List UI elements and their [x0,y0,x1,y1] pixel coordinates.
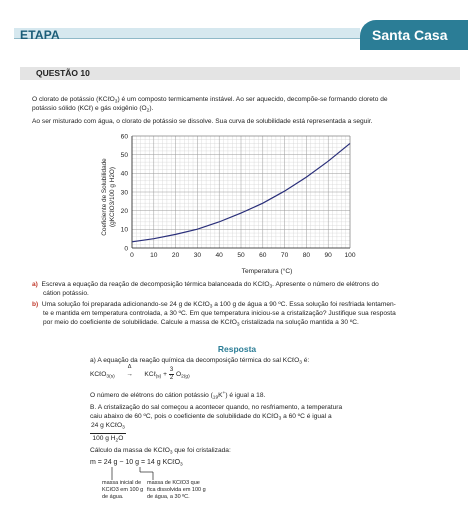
answer-b-line-1: B. A cristalização do sal começou a acontecer quando, no resfriamento, a temperatura [90,404,343,411]
answer-calc-line: Cálculo da massa de KCℓO$_3$ que foi cristalizada: [90,447,231,456]
intro-line-3: Ao ser misturado com água, o clorato de potássio se dissolve. Sua curva de solubilidade está representada a seguir. [32,118,373,125]
answer-title: Resposta [217,344,257,354]
item-a-line-2: cátion potássio. [43,290,89,297]
x-tick-label: 50 [237,252,245,259]
x-tick-label: 30 [193,252,202,259]
answer-fraction: $\frac{24 g KC\ell O_3}{100 g H_2O}$ [91,422,125,443]
y-axis-label-1: Coeficiente de Solubilidade [101,158,108,236]
chart-ticks [121,133,356,259]
y-tick-label: 0 [124,245,128,253]
item-b-line-2: te e mantida em temperatura controlada, a 30 ºC. Em que temperatura iniciou-se a cristalização? Justifique sua resposta [43,310,396,317]
intro-line-2: potássio sólido (KCℓ) e gás oxigênio $(O_2)$. [32,105,154,114]
x-tick-label: 70 [280,252,289,259]
x-tick-label: 100 [344,252,356,259]
question-title: QUESTÃO 10 [36,68,90,78]
x-tick-label: 90 [324,252,332,259]
y-tick-label: 10 [120,226,128,234]
header-santa-casa: Santa Casa [360,20,468,50]
answer-main-equation: m = 24 g − 10 g = 14 g KCℓO$_3$ [90,459,183,468]
x-axis-label: Temperatura (°C) [241,268,293,275]
y-tick-label: 60 [120,133,128,141]
answer-a-line: a) A equação da reação química da decomposição térmica do sal KCℓO$_3$ é: [90,357,310,366]
x-tick-label: 10 [150,252,158,259]
header-etapa: ETAPA [20,28,60,42]
note-initial-mass: massa inicial de KCℓO3 em 100 g de água. [102,480,144,500]
y-tick-label: 50 [120,151,128,159]
header-rule [14,38,360,39]
solubility-chart [80,128,380,278]
answer-equation: KCℓO$_{3(s)}$ Δ → KCℓ$_{(s)}$ + $\frac{3}{2}$ $O_{2(g)}$ [90,364,190,381]
note-dissolved-mass: massa de KCℓO3 que fica dissolvida em 100 g de água, a 30 ºC. [147,480,206,500]
answer-electrons: O número de elétrons do cátion potássio $(_{19}K^+)$ é igual a 18. [90,391,266,401]
answer-b-line-2: caiu abaixo de 60 ºC, pois o coeficiente de solubilidade do KCℓO$_3$ a 60 ºC é igual a [90,413,332,422]
x-tick-label: 80 [302,252,311,259]
x-tick-label: 60 [259,252,267,259]
x-tick-label: 40 [215,252,223,259]
x-tick-label: 20 [171,252,180,259]
y-axis-label-2: (gKCℓO3/100 g H2O) [109,167,116,227]
y-tick-label: 30 [120,189,128,197]
x-tick-label: 0 [130,252,134,259]
item-b-line-3: por meio do coeficiente de solubilidade. Calcule a massa de KCℓO$_3$ cristalizada na solução mantida a 30 ºC. [43,319,359,328]
item-a-line-1: a) Escreva a equação da reação de decomposição térmica balanceada do KCℓO$_3$. Apresente o número de elétrons do [32,281,379,290]
y-tick-label: 40 [120,170,128,178]
intro-line-1: O clorato de potássio (KCℓO$_3$) é um composto termicamente instável. Ao ser aquecido, decompõe-se formando cloreto de [32,96,388,105]
item-b-line-1: b) Uma solução foi preparada adicionando-se 24 g de KCℓO$_3$ a 100 g de água a 90 ºC. Essa solução foi resfriada lentamen- [32,301,396,310]
y-tick-label: 20 [120,207,128,215]
chart-grid-major [132,136,350,248]
